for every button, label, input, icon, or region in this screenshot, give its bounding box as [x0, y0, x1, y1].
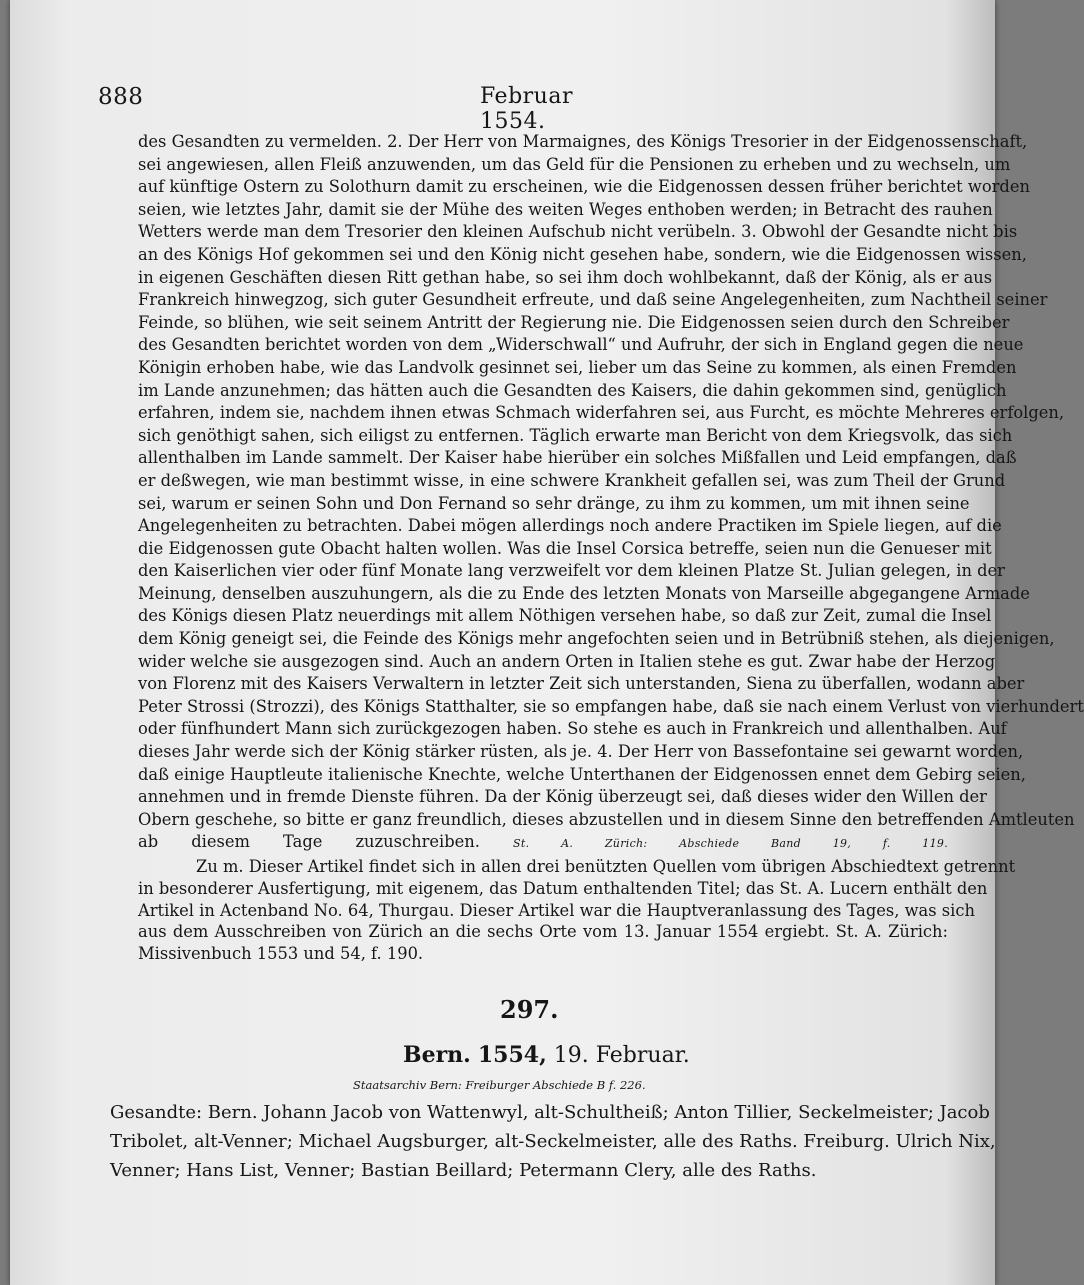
- text-line: er deßwegen, wie man bestimmt wisse, in eine schwere Krankheit gefallen sei, was zum Theil der Grund: [138, 470, 1006, 490]
- editorial-note: [138, 856, 1016, 965]
- document-place: Bern.: [403, 1042, 471, 1068]
- envoy-line: Tribolet, alt-Venner; Michael Augsburger, alt-Seckelmeister, alle des Raths. Freiburg. Ulrich Nix,: [110, 1131, 996, 1152]
- text-line: des Königs diesen Platz neuerdings mit allem Nöthigen versehen habe, so daß zur Zeit, zumal die Insel: [138, 606, 992, 626]
- text-line: sei, warum er seinen Sohn und Don Fernand so sehr dränge, zu ihm zu kommen, um mit ihnen seine: [138, 493, 970, 513]
- envoy-line: Gesandte: Bern. Johann Jacob von Wattenwyl, alt-Schultheiß; Anton Tillier, Seckelmeister; Jacob: [110, 1102, 990, 1123]
- text-line: von Florenz mit des Kaisers Verwaltern in letzter Zeit sich unterstanden, Siena zu überfallen, wodann aber: [138, 674, 1025, 694]
- note-line: Zu m. Dieser Artikel findet sich in allen drei benützten Quellen vom übrigen Abschiedtext getrennt: [196, 857, 1016, 876]
- text-line: oder fünfhundert Mann sich zurückgezogen haben. So stehe es auch in Frankreich und allenthalben. Auf: [138, 719, 1007, 739]
- text-line: allenthalben im Lande sammelt. Der Kaiser habe hierüber ein solches Mißfallen und Leid empfangen, daß: [138, 448, 1017, 468]
- text-line: Frankreich hinwegzog, sich guter Gesundheit erfreute, und daß seine Angelegenheiten, zum Nachtheil seiner: [138, 290, 1048, 310]
- text-line: im Lande anzunehmen; das hätten auch die Gesandten des Kaisers, die dahin gekommen sind, genüglich: [138, 380, 1007, 400]
- text-line: Königin erhoben habe, wie das Landvolk gesinnet sei, lieber um das Seine zu kommen, als einen Fremden: [138, 357, 1017, 377]
- text-line: die Eidgenossen gute Obacht halten wollen. Was die Insel Corsica betreffe, seien nun die Genueser mit: [138, 538, 992, 558]
- text-line: dem König geneigt sei, die Feinde des Königs mehr angefochten seien und in Betrübniß stehen, als diejenigen,: [138, 629, 1055, 649]
- running-head: Februar 1554.: [480, 84, 573, 134]
- archive-source: Staatsarchiv Bern: Freiburger Abschiede B f. 226.: [353, 1078, 646, 1092]
- note-line: Artikel in Actenband No. 64, Thurgau. Dieser Artikel war die Hauptveranlassung des Tages, was sich: [138, 900, 975, 920]
- text-line: dieses Jahr werde sich der König stärker rüsten, als je. 4. Der Herr von Bassefontaine sei gewarnt worden,: [138, 742, 1024, 762]
- text-line: annehmen und in fremde Dienste führen. Da der König überzeugt sei, daß dieses wider den Willen der: [138, 787, 987, 807]
- document-number: 297.: [500, 995, 559, 1024]
- text-line: wider welche sie ausgezogen sind. Auch an andern Orten in Italien stehe es gut. Zwar habe der Herzog: [138, 651, 996, 671]
- note-line: in besonderer Ausfertigung, mit eigenem, das Datum enthaltenden Titel; das St. A. Lucern enthält den: [138, 878, 988, 898]
- text-line-with-citation: [138, 831, 948, 854]
- text-line: Wetters werde man dem Tresorier den kleinen Aufschub nicht verübeln. 3. Obwohl der Gesandte nicht bis: [138, 222, 1018, 242]
- note-line: aus dem Ausschreiben von Zürich an die sechs Orte vom 13. Januar 1554 ergiebt. St. A. Zürich:: [138, 922, 948, 942]
- text-line: an des Königs Hof gekommen sei und den König nicht gesehen habe, sondern, wie die Eidgenossen wissen,: [138, 244, 1027, 264]
- text-line: Obern geschehe, so bitte er ganz freundlich, dieses abzustellen und in diesem Sinne den betreffenden Amtleuten: [138, 809, 1075, 829]
- text-line: daß einige Hauptleute italienische Knechte, welche Unterthanen der Eidgenossen ennet dem Gebirg seien,: [138, 764, 1026, 784]
- document-dateline: [403, 1042, 690, 1068]
- document-year: 1554,: [477, 1042, 547, 1068]
- text-line: sei angewiesen, allen Fleiß anzuwenden, um das Geld für die Pensionen zu erheben und zu wechseln, um: [138, 154, 1011, 174]
- text-line: Meinung, denselben auszuhungern, als die zu Ende des letzten Monats von Marseille abgegangene Armade: [138, 583, 1030, 603]
- text-line: erfahren, indem sie, nachdem ihnen etwas Schmach widerfahren sei, aus Furcht, es möchte Mehreres erfolgen,: [138, 403, 1065, 423]
- book-page: [10, 0, 1084, 1285]
- text-line: des Gesandten berichtet worden von dem „Widerschwall“ und Aufruhr, der sich in England gegen die neue: [138, 335, 1024, 355]
- text-line: auf künftige Ostern zu Solothurn damit zu erscheinen, wie die Eidgenossen dessen früher berichtet worden: [138, 177, 1030, 197]
- envoys-list: [110, 1098, 996, 1185]
- closing-text: ab diesem Tage zuzuschreiben.: [138, 832, 480, 852]
- page-number: 888: [98, 84, 144, 110]
- text-line: in eigenen Geschäften diesen Ritt gethan habe, so sei ihm doch wohlbekannt, daß der König, als er aus: [138, 267, 993, 287]
- text-line: Feinde, so blühen, wie seit seinem Antritt der Regierung nie. Die Eidgenossen seien durch den Schreiber: [138, 312, 1010, 332]
- envoy-line: Venner; Hans List, Venner; Bastian Beillard; Petermann Clery, alle des Raths.: [110, 1160, 817, 1181]
- page-header: [98, 84, 618, 134]
- document-date: 19. Februar.: [553, 1043, 690, 1068]
- text-line: den Kaiserlichen vier oder fünf Monate lang verzweifelt vor dem kleinen Platze St. Julian gelegen, in der: [138, 561, 1005, 581]
- text-line: seien, wie letztes Jahr, damit sie der Mühe des weiten Weges enthoben werden; in Betracht des rauhen: [138, 199, 993, 219]
- text-line: sich genöthigt sahen, sich eiligst zu entfernen. Täglich erwarte man Bericht von dem Kriegsvolk, das sich: [138, 425, 1013, 445]
- text-line: Peter Strossi (Strozzi), des Königs Statthalter, sie so empfangen habe, daß sie nach einem Verlust von vierhundert: [138, 696, 1084, 716]
- main-text: [138, 131, 1084, 854]
- text-line: des Gesandten zu vermelden. 2. Der Herr von Marmaignes, des Königs Tresorier in der Eidgenossenschaft,: [138, 132, 1028, 151]
- archive-citation: St. A. Zürich: Abschiede Band 19, f. 119.: [513, 837, 949, 851]
- note-line: Missivenbuch 1553 und 54, f. 190.: [138, 944, 424, 964]
- text-line: Angelegenheiten zu betrachten. Dabei mögen allerdings noch andere Practiken im Spiele liegen, auf die: [138, 516, 1002, 536]
